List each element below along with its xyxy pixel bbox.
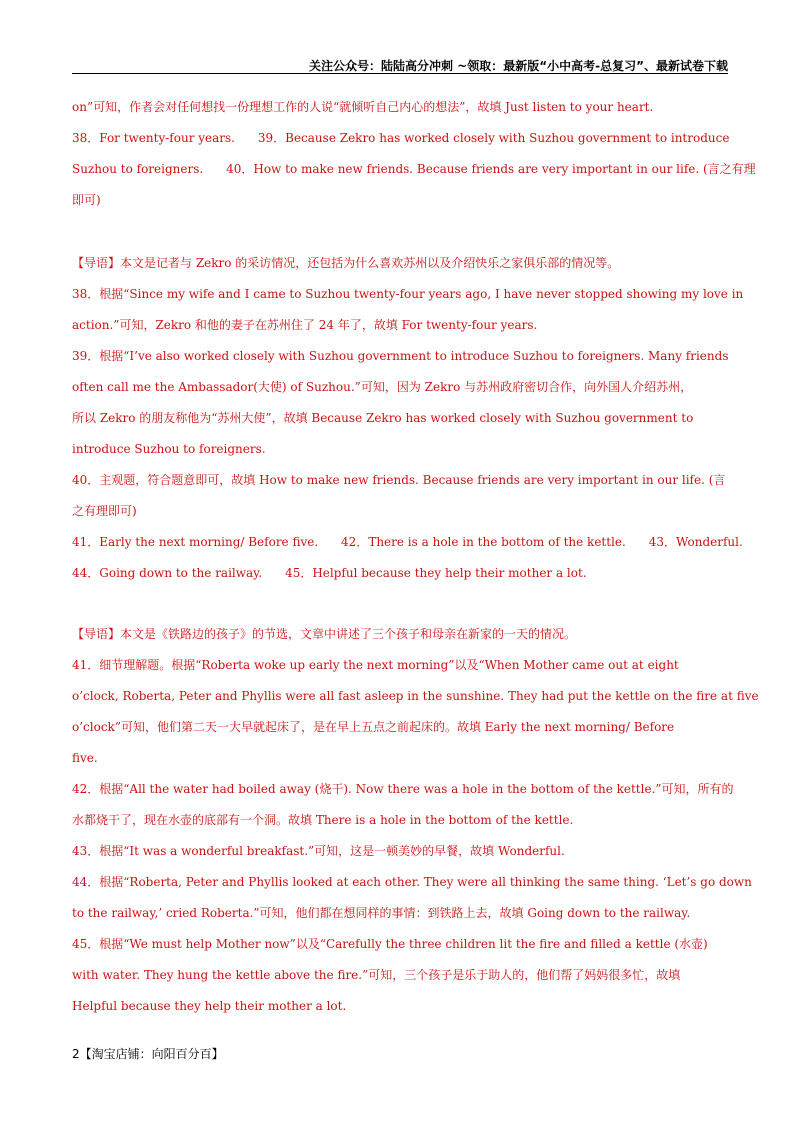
text-line: 38．根据“Since my wife and I came to Suzhou twenty-four years ago, I have never stopped showing my love in: [72, 287, 744, 301]
spacer: [72, 589, 728, 619]
text-line: 所以 Zekro 的朋友称他为“苏州大使”，故填 Because Zekro has worked closely with Suzhou government to: [72, 411, 694, 425]
page-footer: 2【淘宝店铺：向阳百分百】: [72, 1047, 224, 1061]
text-line: o’clock, Roberta, Peter and Phyllis were all fast asleep in the sunshine. They had put the kettle on the fire at five: [72, 689, 759, 703]
text-line: 44．Going down to the railway. 45．Helpful because they help their mother a lot.: [72, 566, 587, 580]
spacer: [72, 216, 728, 248]
text-line: Suzhou to foreigners. 40．How to make new friends. Because friends are very important in our life. (言之有理: [72, 162, 756, 176]
text-line: introduce Suzhou to foreigners.: [72, 442, 266, 456]
guide-heading: 【导语】本文是《铁路边的孩子》的节选，文章中讲述了三个孩子和母亲在新家的一天的情况。: [72, 627, 577, 641]
text-line: 之有理即可): [72, 504, 137, 518]
text-line: with water. They hung the kettle above the fire.”可知，三个孩子是乐于助人的，他们帮了妈妈很多忙，故填: [72, 968, 681, 982]
text-line: 45．根据“We must help Mother now”以及“Carefully the three children lit the fire and filled a kettle (水壶): [72, 937, 708, 951]
text-line: 41．细节理解题。根据“Roberta woke up early the next morning”以及“When Mother came out at eight: [72, 658, 679, 672]
text-line: 40．主观题，符合题意即可，故填 How to make new friends. Because friends are very important in our life. (言: [72, 473, 726, 487]
text-line: Helpful because they help their mother a lot.: [72, 999, 347, 1013]
text-line: five.: [72, 751, 98, 765]
text-line: 水都烧干了，现在水壶的底部有一个洞。故填 There is a hole in the bottom of the kettle.: [72, 813, 574, 827]
text-line: 39．根据“I’ve also worked closely with Suzhou government to introduce Suzhou to foreigners. Many friends: [72, 349, 729, 363]
guide-heading: 【导语】本文是记者与 Zekro 的采访情况，还包括为什么喜欢苏州以及介绍快乐之家俱乐部的情况等。: [72, 256, 620, 270]
text-line: 41．Early the next morning/ Before five. 42．There is a hole in the bottom of the kettle. 43．Wonderful.: [72, 535, 743, 549]
text-line: on”可知，作者会对任何想找一份理想工作的人说“就倾听自己内心的想法”，故填 Just listen to your heart.: [72, 100, 654, 114]
text-line: o’clock”可知，他们第二天一大早就起床了，是在早上五点之前起床的。故填 Early the next morning/ Before: [72, 720, 675, 734]
text-line: 42．根据“All the water had boiled away (烧干). Now there was a hole in the bottom of the kettle.”可知，所有的: [72, 782, 734, 796]
text-line: 44．根据“Roberta, Peter and Phyllis looked at each other. They were all thinking the same thing. ‘Let’s go down: [72, 875, 752, 889]
text-line: often call me the Ambassador(大使) of Suzhou.”可知，因为 Zekro 与苏州政府密切合作，向外国人介绍苏州，: [72, 380, 693, 394]
text-line: 43．根据“It was a wonderful breakfast.”可知，这是一顿美妙的早餐，故填 Wonderful.: [72, 844, 565, 858]
text-line: 38．For twenty-four years. 39．Because Zekro has worked closely with Suzhou government to introduce: [72, 131, 730, 145]
header-divider: [72, 73, 728, 74]
text-line: to the railway,’ cried Roberta.”可知，他们都在想同样的事情：到铁路上去，故填 Going down to the railway.: [72, 906, 691, 920]
text-line: action.”可知，Zekro 和他的妻子在苏州住了 24 年了，故填 For twenty-four years.: [72, 318, 538, 332]
text-line: 即可): [72, 193, 101, 207]
answer-content: [72, 92, 759, 1022]
page-header: 关注公众号：陆陆高分冲刺 ~领取：最新版“小中高考-总复习”、最新试卷下载: [309, 59, 728, 73]
